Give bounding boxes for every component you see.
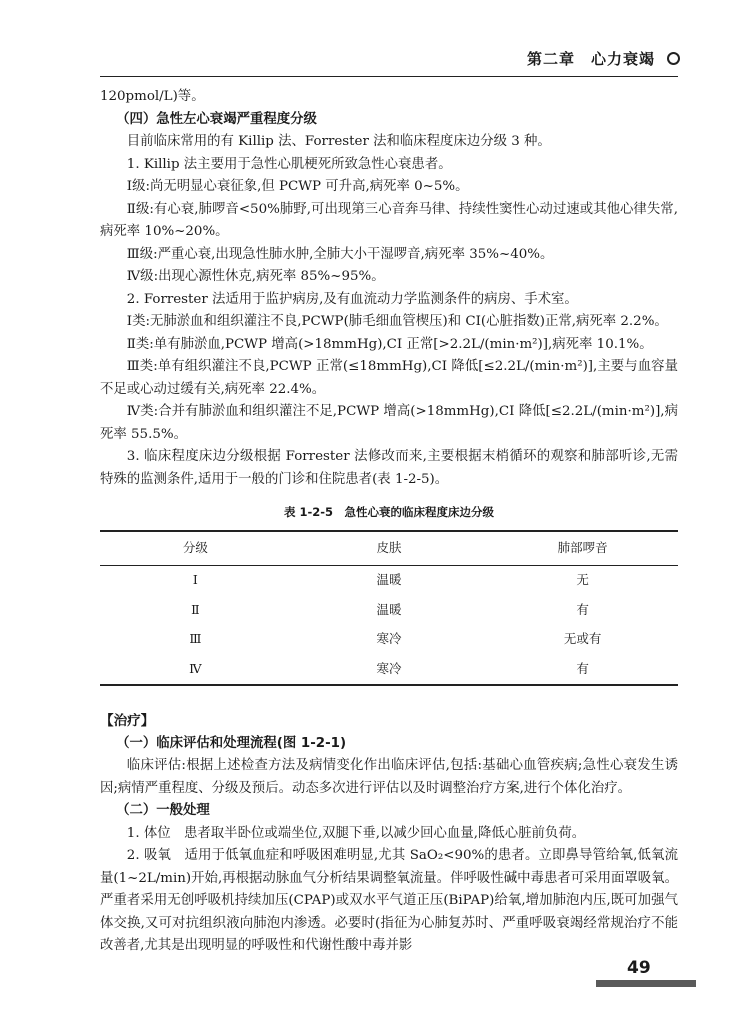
paragraph: Ⅰ级:尚无明显心衰征象,但 PCWP 可升高,病死率 0~5%。 — [126, 179, 469, 194]
page-number: 49 — [627, 958, 651, 978]
paragraph: 2. Forrester 法适用于监护病房,及有血流动力学监测条件的病房、手术室。 — [126, 291, 578, 307]
table-row — [100, 596, 678, 626]
paragraph: 3. 临床程度床边分级根据 Forrester 法修改而来,主要根据末梢循环的观察和肺部听诊,无需特殊的监测条件,适用于一般的门诊和住院患者(表 1-2-5)。 — [100, 449, 678, 487]
paragraph: 120pmol/L)等。 — [100, 89, 205, 104]
paragraph: 1. 体位 患者取半卧位或端坐位,双腿下垂,以减少回心血量,降低心脏前负荷。 — [126, 825, 586, 841]
table-cell: 有 — [576, 601, 589, 617]
paragraph: Ⅱ级:有心衰,肺啰音<50%肺野,可出现第三心音奔马律、持续性窦性心动过速或其他心律失常,病死率 10%~20%。 — [100, 201, 678, 239]
table-row — [100, 655, 678, 686]
paragraph: 1. Killip 法主要用于急性心肌梗死所致急性心衰患者。 — [126, 156, 452, 172]
table-cell: 温暖 — [376, 572, 402, 587]
page-body — [100, 86, 678, 958]
heading-severity-grading: （四）急性左心衰竭严重程度分级 — [116, 111, 317, 127]
table-row — [100, 566, 678, 596]
paragraph: Ⅳ类:合并有肺淤血和组织灌注不足,PCWP 增高(>18mmHg),CI 降低[≤2.2L/(min·m²)],病死率 55.5%。 — [100, 404, 678, 442]
table-cell: Ⅱ — [191, 601, 200, 617]
paragraph: 目前临床常用的有 Killip 法、Forrester 法和临床程度床边分级 3 种。 — [126, 134, 551, 149]
table-header-skin: 皮肤 — [291, 531, 488, 566]
heading-treatment: 【治疗】 — [100, 713, 155, 729]
table-cell: 寒冷 — [376, 631, 402, 646]
paragraph: 临床评估:根据上述检查方法及病情变化作出临床评估,包括:基础心血管疾病;急性心衰发生诱因;病情严重程度、分级及预后。动态多次进行评估以及时调整治疗方案,进行个体化治疗。 — [100, 758, 678, 796]
header-rule — [100, 76, 678, 77]
table-row — [100, 625, 678, 655]
paragraph: Ⅲ类:单有组织灌注不良,PCWP 正常(≤18mmHg),CI 降低[≤2.2L/(min·m²)],主要与血容量不足或心动过缓有关,病死率 22.4%。 — [100, 359, 678, 397]
heading-clinical-assessment: （一）临床评估和处理流程(图 1-2-1) — [116, 735, 347, 751]
paragraph: Ⅱ类:单有肺淤血,PCWP 增高(>18mmHg),CI 正常[>2.2L/(min·m²)],病死率 10.1%。 — [126, 336, 653, 352]
table-cell: 有 — [576, 660, 589, 676]
chapter-title: 第二章 心力衰竭 — [526, 50, 655, 68]
circle-icon — [667, 52, 680, 65]
table-header-grade: 分级 — [100, 531, 291, 566]
paragraph: Ⅰ类:无肺淤血和组织灌注不良,PCWP(肺毛细血管楔压)和 CI(心脏指数)正常,病死率 2.2%。 — [126, 314, 668, 329]
table-cell: 寒冷 — [376, 660, 402, 676]
table-cell: 无 — [576, 572, 589, 587]
table-header-rales: 肺部啰音 — [487, 531, 678, 566]
table-cell: 温暖 — [376, 601, 402, 617]
heading-general-management: （二）一般处理 — [116, 803, 210, 818]
table-cell: Ⅳ — [189, 660, 202, 676]
grading-table — [100, 530, 678, 687]
paragraph: Ⅳ级:出现心源性休克,病死率 85%~95%。 — [126, 269, 385, 284]
table-cell: Ⅲ — [189, 631, 202, 646]
paragraph: Ⅲ级:严重心衰,出现急性肺水肿,全肺大小干湿啰音,病死率 35%~40%。 — [126, 246, 554, 262]
paragraph: 2. 吸氧 适用于低氧血症和呼吸困难明显,尤其 SaO₂<90%的患者。立即鼻导管给氧,低氧流量(1~2L/min)开始,再根据动脉血气分析结果调整氧流量。伴呼吸性碱中毒患者可采用面罩吸氧。严重者采用无创呼吸机持续加压(CPAP)或双水平气道正压(BiPAP)给氧,增加肺泡内压,既可加强气体交换,又可对抗组织液向肺泡内渗透。必要时(指征为心肺复苏时、严重呼吸衰竭经常规治疗不能改善者,尤其是出现明显的呼吸性和代谢性酸中毒并影 — [100, 848, 678, 953]
page-number-bar — [596, 980, 696, 987]
table-cell: 无或有 — [563, 631, 602, 646]
table-cell: Ⅰ — [192, 572, 198, 587]
table-caption: 表 1-2-5 急性心衰的临床程度床边分级 — [283, 505, 495, 519]
running-header — [527, 48, 680, 69]
